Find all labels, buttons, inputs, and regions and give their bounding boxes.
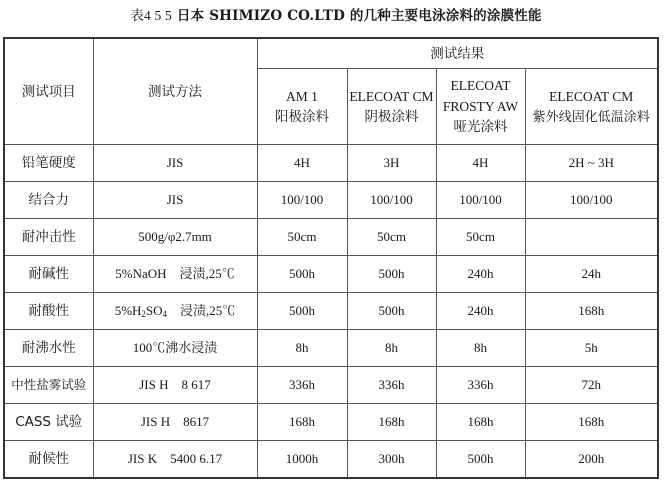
cell-value: 200h — [525, 441, 658, 479]
cell-value: 500h — [347, 256, 436, 293]
cell-value: 240h — [436, 293, 525, 330]
cell-value: 500h — [436, 441, 525, 479]
cell-value: 4H — [257, 145, 347, 182]
table-title: 日本 SHIMIZO CO.LTD 的几种主要电泳涂料的涂膜性能 — [176, 8, 542, 24]
cell-method: 500g/φ2.7mm — [93, 219, 257, 256]
cell-value: 300h — [347, 441, 436, 479]
cell-method: JIS — [93, 182, 257, 219]
header-product-elecoat-cm-uv: ELECOAT CM 紫外线固化低温涂料 — [525, 69, 658, 145]
cell-item: 结合力 — [4, 182, 93, 219]
cell-value: 8h — [436, 330, 525, 367]
header-product-elecoat-frosty: ELECOAT FROSTY AW 哑光涂料 — [436, 69, 525, 145]
cell-value: 500h — [257, 293, 347, 330]
cell-value: 3H — [347, 145, 436, 182]
cell-value: 50cm — [347, 219, 436, 256]
cell-method: 100℃沸水浸渍 — [93, 330, 257, 367]
table-row — [4, 145, 658, 182]
coating-performance-table — [3, 37, 659, 479]
cell-item: 耐酸性 — [4, 293, 93, 330]
cell-value: 100/100 — [525, 182, 658, 219]
cell-value — [525, 219, 658, 256]
cell-value: 168h — [525, 404, 658, 441]
cell-value: 240h — [436, 256, 525, 293]
cell-value: 168h — [347, 404, 436, 441]
cell-method: JIS K 5400 6.17 — [93, 441, 257, 479]
cell-value: 8h — [347, 330, 436, 367]
cell-item: 耐候性 — [4, 441, 93, 479]
cell-value: 168h — [525, 293, 658, 330]
cell-value: 336h — [347, 367, 436, 404]
table-row — [4, 256, 658, 293]
table-row — [4, 219, 658, 256]
header-product-elecoat-cm: ELECOAT CM 阴极涂料 — [347, 69, 436, 145]
cell-method: JIS H 8 617 — [93, 367, 257, 404]
cell-value: 2H ~ 3H — [525, 145, 658, 182]
cell-value: 1000h — [257, 441, 347, 479]
cell-value: 100/100 — [347, 182, 436, 219]
cell-value: 336h — [257, 367, 347, 404]
table-caption — [0, 4, 672, 24]
cell-item: 耐冲击性 — [4, 219, 93, 256]
cell-value: 168h — [436, 404, 525, 441]
cell-value: 8h — [257, 330, 347, 367]
header-product-am1: AM 1 阳极涂料 — [257, 69, 347, 145]
cell-item: 耐碱性 — [4, 256, 93, 293]
cell-value: 72h — [525, 367, 658, 404]
table-row — [4, 404, 658, 441]
cell-value: 24h — [525, 256, 658, 293]
cell-method: $5\%H_2SO_4$ 浸渍,25℃ — [93, 293, 257, 330]
table-row — [4, 330, 658, 367]
cell-value: 168h — [257, 404, 347, 441]
header-row-group — [4, 38, 658, 69]
cell-method: 5%NaOH 浸渍,25℃ — [93, 256, 257, 293]
table-row — [4, 293, 658, 330]
cell-item: 铅笔硬度 — [4, 145, 93, 182]
table-row — [4, 441, 658, 479]
cell-method: JIS H 8617 — [93, 404, 257, 441]
cell-item: 耐沸水性 — [4, 330, 93, 367]
header-test-item: 测试项目 — [4, 38, 93, 145]
cell-value: 100/100 — [436, 182, 525, 219]
cell-value: 500h — [347, 293, 436, 330]
cell-method: JIS — [93, 145, 257, 182]
header-test-results: 测试结果 — [257, 38, 658, 69]
table-number: 表4 5 5 — [130, 8, 173, 23]
cell-value: 50cm — [436, 219, 525, 256]
cell-value: 336h — [436, 367, 525, 404]
header-test-method: 测试方法 — [93, 38, 257, 145]
cell-value: 50cm — [257, 219, 347, 256]
cell-item: 中性盐雾试验 — [4, 367, 93, 404]
cell-value: 5h — [525, 330, 658, 367]
cell-value: 100/100 — [257, 182, 347, 219]
cell-value: 4H — [436, 145, 525, 182]
table-row — [4, 182, 658, 219]
cell-value: 500h — [257, 256, 347, 293]
table-row — [4, 367, 658, 404]
cell-item: CASS 试验 — [4, 404, 93, 441]
